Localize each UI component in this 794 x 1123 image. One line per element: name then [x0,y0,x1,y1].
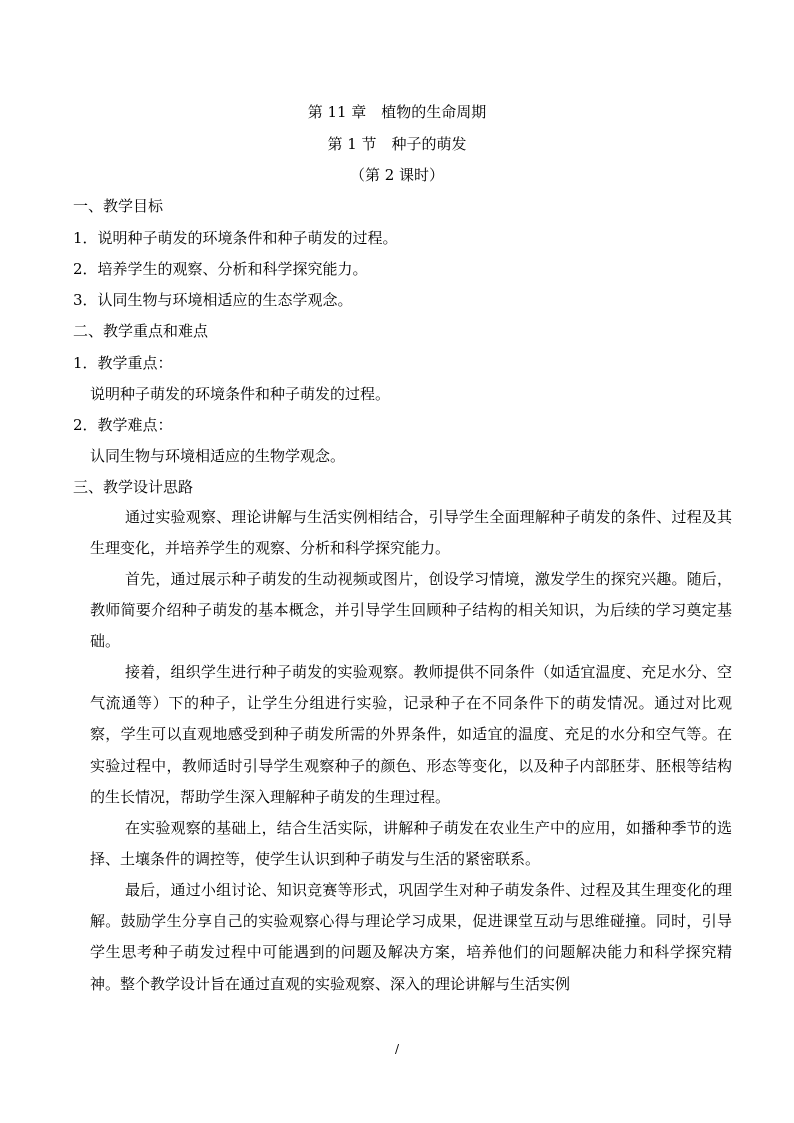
section-title: 第 1 节 种子的萌发 [327,135,467,153]
chapter-title: 第 11 章 植物的生命周期 [307,103,487,121]
difficulty-text: 认同生物与环境相适应的生物学观念。 [90,447,346,465]
design-paragraph: 通过实验观察、理论讲解与生活实例相结合，引导学生全面理解种子萌发的条件、过程及其生理变化，并培养学生的观察、分析和科学探究能力。 [90,508,732,558]
goals-heading: 一、教学目标 [73,197,164,215]
focus-text: 说明种子萌发的环境条件和种子萌发的过程。 [90,385,391,403]
lesson-subtitle: （第 2 课时） [349,166,445,184]
design-paragraph: 在实验观察的基础上，结合生活实际，讲解种子萌发在农业生产中的应用，如播种季节的选择、土壤条件的调控等，使学生认识到种子萌发与生活的紧密联系。 [90,819,732,869]
focus-label: 1．教学重点： [73,354,173,372]
design-heading: 三、教学设计思路 [73,478,194,496]
key-points-heading: 二、教学重点和难点 [73,322,209,340]
goal-item: 1．说明种子萌发的环境条件和种子萌发的过程。 [73,229,398,247]
goal-item: 2．培养学生的观察、分析和科学探究能力。 [73,260,368,278]
design-paragraph: 首先，通过展示种子萌发的生动视频或图片，创设学习情境，激发学生的探究兴趣。随后，教师简要介绍种子萌发的基本概念，并引导学生回顾种子结构的相关知识，为后续的学习奠定基础。 [90,570,732,651]
goal-item: 3．认同生物与环境相适应的生态学观念。 [73,291,353,309]
design-paragraph: 最后，通过小组讨论、知识竞赛等形式，巩固学生对种子萌发条件、过程及其生理变化的理解。鼓励学生分享自己的实验观察心得与理论学习成果，促进课堂互动与思维碰撞。同时，引导学生思考种子萌发过程中可能遇到的问题及解决方案，培养他们的问题解决能力和科学探究精神。整个教学设计旨在通过直观的实验观察、深入的理论讲解与生活实例 [90,881,732,993]
difficulty-label: 2．教学难点： [73,416,173,434]
design-paragraph: 接着，组织学生进行种子萌发的实验观察。教师提供不同条件（如适宜温度、充足水分、空气流通等）下的种子，让学生分组进行实验，记录种子在不同条件下的萌发情况。通过对比观察，学生可以直观地感受到种子萌发所需的外界条件，如适宜的温度、充足的水分和空气等。在实验过程中，教师适时引导学生观察种子的颜色、形态等变化，以及种子内部胚芽、胚根等结构的生长情况，帮助学生深入理解种子萌发的生理过程。 [90,663,732,806]
page-footer-mark: / [394,1042,400,1056]
